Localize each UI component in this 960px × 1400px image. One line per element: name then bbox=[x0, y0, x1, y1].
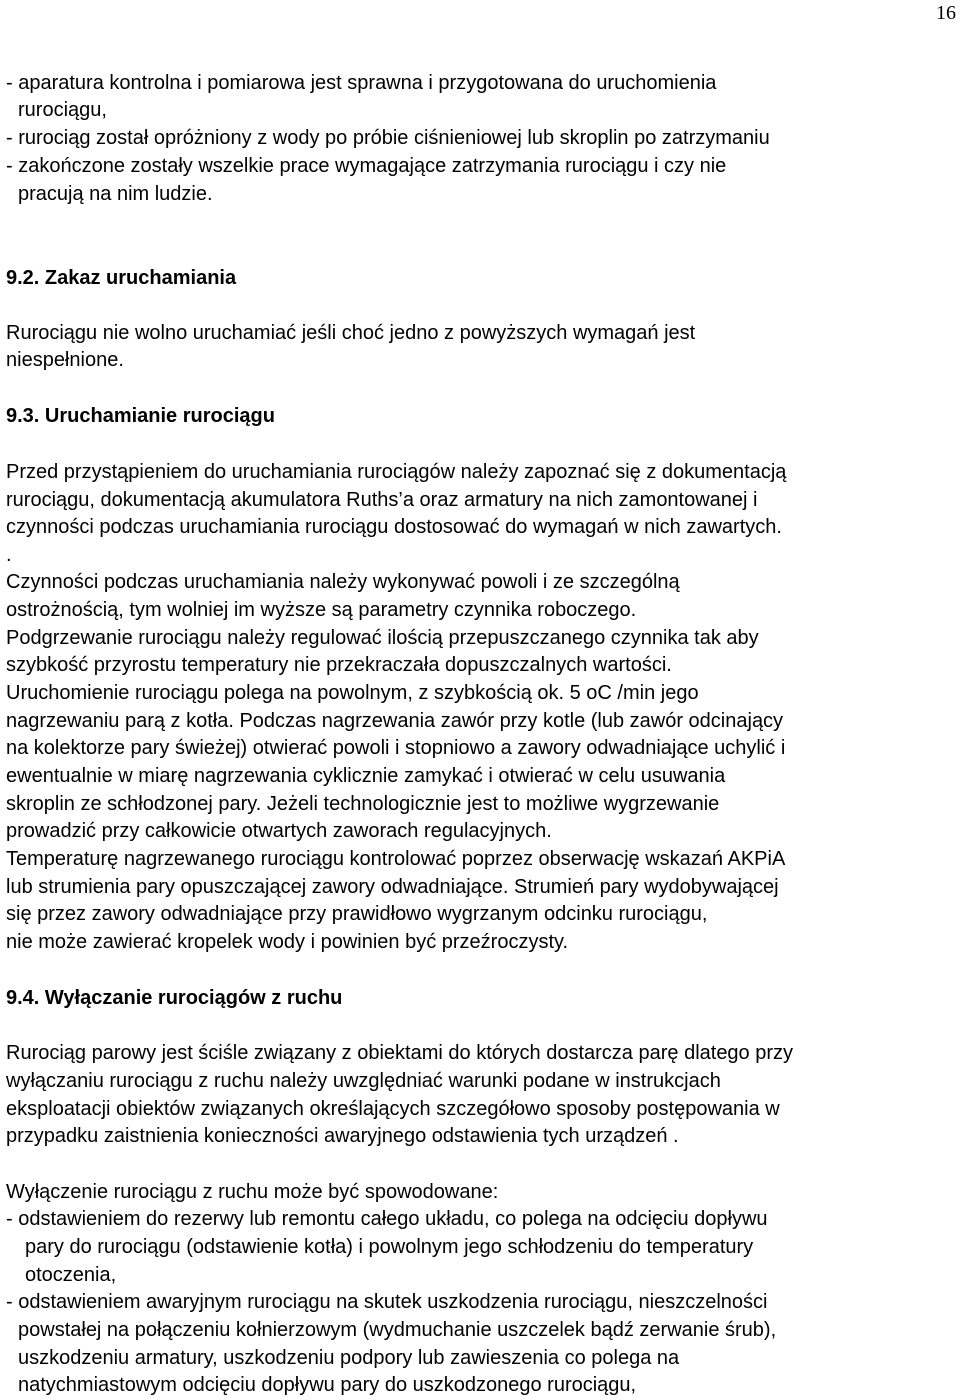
paragraph-line: prowadzić przy całkowicie otwartych zaworach regulacyjnych. bbox=[6, 820, 552, 842]
paragraph-line: skroplin ze schłodzonej pary. Jeżeli technologicznie jest to możliwe wygrzewanie bbox=[6, 793, 720, 815]
paragraph-line: . bbox=[6, 544, 12, 566]
paragraph-line: rurociągu, dokumentacją akumulatora Ruths’a oraz armatury na nich zamontowanej i bbox=[6, 489, 758, 511]
paragraph-line: nie może zawierać kropelek wody i powinien być przeźroczysty. bbox=[6, 931, 569, 953]
list-item: - rurociąg został opróżniony z wody po próbie ciśnieniowej lub skroplin po zatrzymaniu bbox=[6, 127, 770, 149]
section-heading-9-4: 9.4. Wyłączanie rurociągów z ruchu bbox=[6, 987, 343, 1009]
list-item: - odstawieniem do rezerwy lub remontu całego układu, co polega na odcięciu dopływu bbox=[6, 1208, 768, 1230]
paragraph-line: Czynności podczas uruchamiania należy wykonywać powoli i ze szczególną bbox=[6, 571, 680, 593]
paragraph-line: Podgrzewanie rurociągu należy regulować ilością przepuszczanego czynnika tak aby bbox=[6, 627, 759, 649]
paragraph-line: ostrożnością, tym wolniej im wyższe są parametry czynnika roboczego. bbox=[6, 599, 637, 621]
paragraph-line: eksploatacji obiektów związanych określających szczegółowo sposoby postępowania w bbox=[6, 1098, 780, 1120]
page-number: 16 bbox=[936, 2, 956, 24]
paragraph-line: lub strumienia pary opuszczającej zawory odwadniające. Strumień pary wydobywającej bbox=[6, 876, 779, 898]
list-item: - aparatura kontrolna i pomiarowa jest sprawna i przygotowana do uruchomienia bbox=[6, 72, 717, 94]
list-item-continuation: uszkodzeniu armatury, uszkodzeniu podpory lub zawieszenia co polega na bbox=[18, 1347, 680, 1369]
paragraph-line: ewentualnie w miarę nagrzewania cyklicznie zamykać i otwierać w celu usuwania bbox=[6, 765, 726, 787]
paragraph-line: na kolektorze pary świeżej) otwierać powoli i stopniowo a zawory odwadniające uchylić i bbox=[6, 737, 786, 759]
paragraph-line: niespełnione. bbox=[6, 349, 124, 371]
paragraph-line: Rurociągu nie wolno uruchamiać jeśli choć jedno z powyższych wymagań jest bbox=[6, 322, 696, 344]
paragraph-line: czynności podczas uruchamiania rurociągu dostosować do wymagań w nich zawartych. bbox=[6, 516, 782, 538]
paragraph-line: przypadku zaistnienia konieczności awaryjnego odstawienia tych urządzeń . bbox=[6, 1125, 679, 1147]
list-item-continuation: otoczenia, bbox=[25, 1264, 117, 1286]
paragraph-line: wyłączaniu rurociągu z ruchu należy uwzględniać warunki podane w instrukcjach bbox=[6, 1070, 721, 1092]
paragraph-line: Uruchomienie rurociągu polega na powolnym, z szybkością ok. 5 oC /min jego bbox=[6, 682, 699, 704]
list-item-continuation: powstałej na połączeniu kołnierzowym (wydmuchanie uszczelek bądź zerwanie śrub), bbox=[18, 1319, 777, 1341]
causes-intro: Wyłączenie rurociągu z ruchu może być spowodowane: bbox=[6, 1181, 499, 1203]
paragraph-line: szybkość przyrostu temperatury nie przekraczała dopuszczalnych wartości. bbox=[6, 654, 672, 676]
paragraph-line: nagrzewaniu parą z kotła. Podczas nagrzewania zawór przy kotle (lub zawór odcinający bbox=[6, 710, 784, 732]
paragraph-line: Temperaturę nagrzewanego rurociągu kontrolować poprzez obserwację wskazań AKPiA bbox=[6, 848, 786, 870]
paragraph-line: Przed przystąpieniem do uruchamiania rurociągów należy zapoznać się z dokumentacją bbox=[6, 461, 787, 483]
list-item: - odstawieniem awaryjnym rurociągu na skutek uszkodzenia rurociągu, nieszczelności bbox=[6, 1291, 768, 1313]
paragraph-line: Rurociąg parowy jest ściśle związany z obiektami do których dostarcza parę dlatego przy bbox=[6, 1042, 794, 1064]
list-item-continuation: pary do rurociągu (odstawienie kotła) i powolnym jego schłodzeniu do temperatury bbox=[25, 1236, 754, 1258]
paragraph-line: się przez zawory odwadniające przy prawidłowo wygrzanym odcinku rurociągu, bbox=[6, 903, 708, 925]
section-heading-9-2: 9.2. Zakaz uruchamiania bbox=[6, 267, 237, 289]
list-item-continuation: pracują na nim ludzie. bbox=[18, 183, 213, 205]
list-item-continuation: rurociągu, bbox=[18, 99, 107, 121]
section-heading-9-3: 9.3. Uruchamianie rurociągu bbox=[6, 405, 275, 427]
list-item: - zakończone zostały wszelkie prace wymagające zatrzymania rurociągu i czy nie bbox=[6, 155, 727, 177]
list-item-continuation: natychmiastowym odcięciu dopływu pary do uszkodzonego rurociągu, bbox=[18, 1374, 637, 1396]
